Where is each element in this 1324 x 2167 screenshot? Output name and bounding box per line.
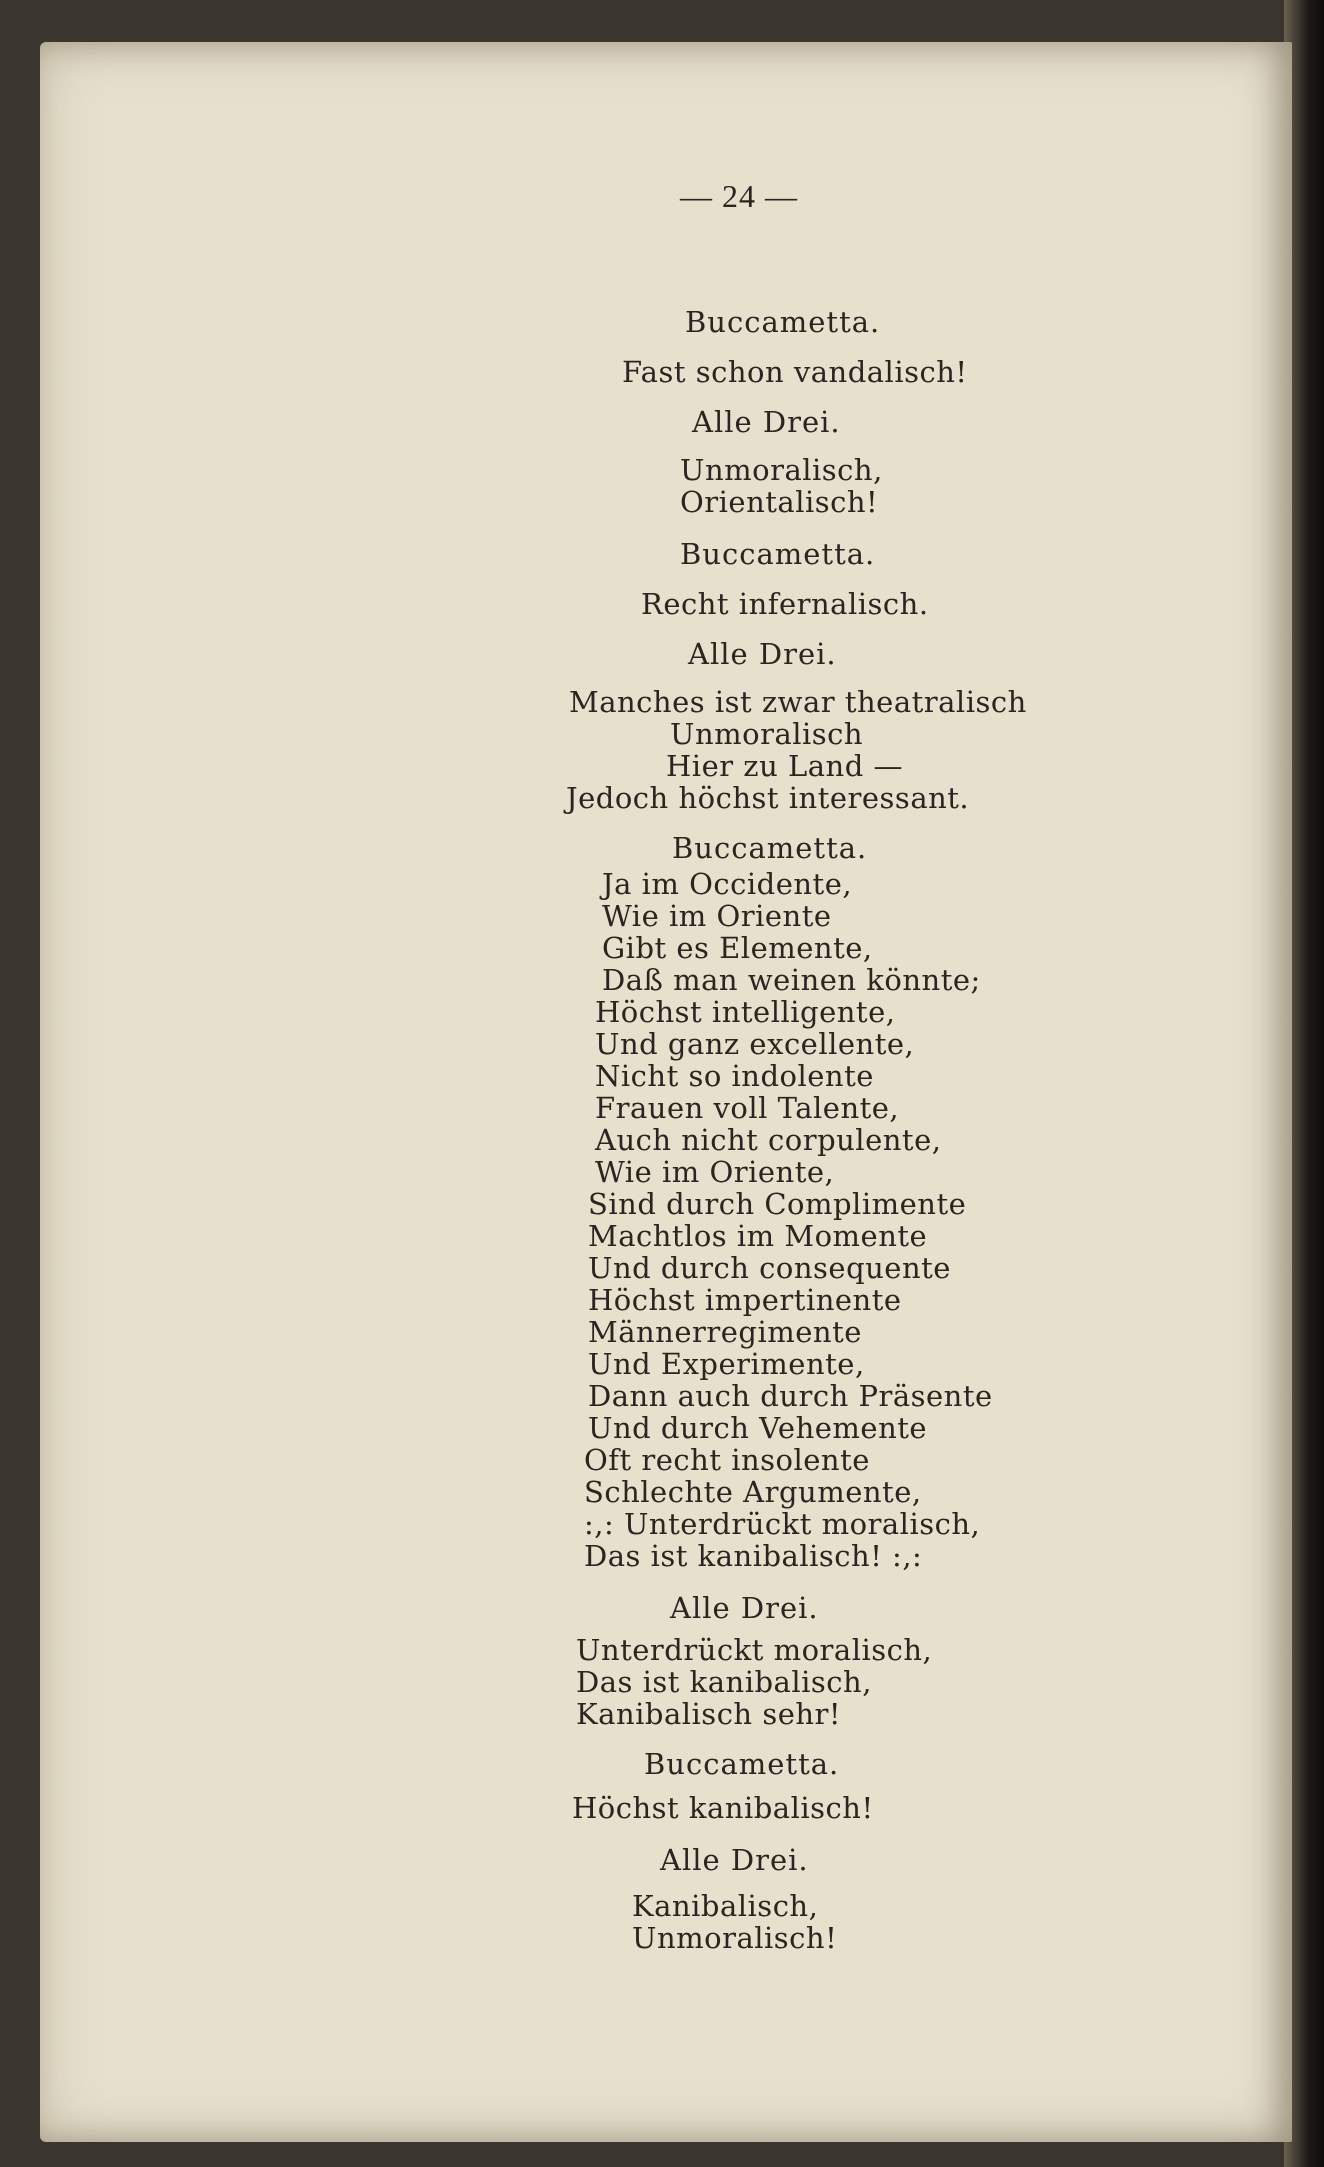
speaker-heading: Alle Drei. [670, 1591, 819, 1625]
verse-line: Und durch consequente [588, 1251, 951, 1285]
verse-line: Und ganz excellente, [595, 1027, 915, 1061]
verse-line: Sind durch Complimente [588, 1187, 967, 1221]
speaker-heading: Buccametta. [685, 305, 881, 339]
verse-line: Ja im Occidente, [602, 867, 853, 901]
verse-line: Unmoralisch [670, 717, 864, 751]
verse-line: Das ist kanibalisch! :,: [584, 1539, 923, 1573]
verse-line: Kanibalisch, [632, 1889, 819, 1923]
verse-line: Unmoralisch! [632, 1921, 838, 1955]
verse-line: Unmoralisch, [680, 453, 883, 487]
verse-line: Unterdrückt moralisch, [576, 1633, 933, 1667]
verse-line: Männerregimente [588, 1315, 862, 1349]
verse-line: Kanibalisch sehr! [576, 1697, 842, 1731]
verse-line: Höchst intelligente, [595, 995, 896, 1029]
verse-line: Nicht so indolente [595, 1059, 874, 1093]
speaker-heading: Alle Drei. [688, 637, 837, 671]
verse-line: Wie im Oriente [602, 899, 832, 933]
speaker-heading: Buccametta. [680, 537, 876, 571]
verse-line: Und durch Vehemente [588, 1411, 928, 1445]
verse-line: :,: Unterdrückt moralisch, [584, 1507, 981, 1541]
speaker-heading: Buccametta. [644, 1747, 840, 1781]
verse-line: Hier zu Land — [666, 749, 903, 783]
speaker-heading: Alle Drei. [692, 405, 841, 439]
speaker-heading: Alle Drei. [660, 1843, 809, 1877]
speaker-heading: Buccametta. [672, 831, 868, 865]
verse-line: Manches ist zwar theatralisch [569, 685, 1027, 719]
verse-line: Höchst kanibalisch! [572, 1791, 874, 1825]
verse-line: Gibt es Elemente, [602, 931, 873, 965]
verse-line: Recht infernalisch. [641, 587, 929, 621]
verse-line: Und Experimente, [588, 1347, 865, 1381]
verse-line: Orientalisch! [680, 485, 879, 519]
verse-line: Dann auch durch Präsente [588, 1379, 993, 1413]
paper-page [40, 42, 1292, 2142]
page-number: — 24 — [680, 178, 798, 214]
verse-line: Oft recht insolente [584, 1443, 870, 1477]
verse-line: Fast schon vandalisch! [622, 355, 968, 389]
verse-line: Wie im Oriente, [595, 1155, 835, 1189]
verse-line: Frauen voll Talente, [595, 1091, 900, 1125]
verse-line: Machtlos im Momente [588, 1219, 928, 1253]
verse-line: Das ist kanibalisch, [576, 1665, 872, 1699]
verse-line: Höchst impertinente [588, 1283, 902, 1317]
verse-line: Auch nicht corpulente, [595, 1123, 942, 1157]
verse-line: Daß man weinen könnte; [602, 963, 981, 997]
verse-line: Schlechte Argumente, [584, 1475, 922, 1509]
verse-line: Jedoch höchst interessant. [566, 781, 970, 815]
